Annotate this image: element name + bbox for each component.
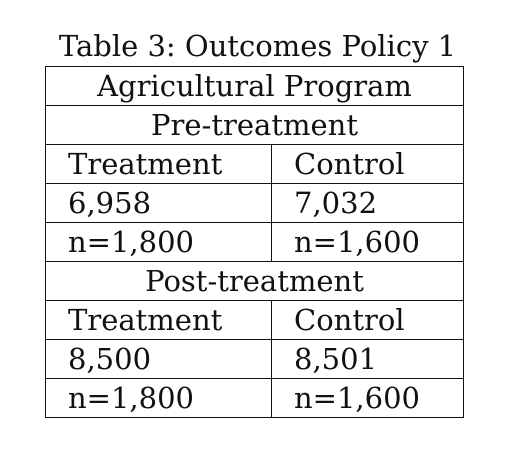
pre-control-column-header: Control: [272, 145, 464, 184]
post-period-row: [46, 262, 464, 301]
post-column-headers-row: [46, 301, 464, 340]
pre-control-count: n=1,600: [272, 223, 464, 262]
post-control-column-header: Control: [272, 301, 464, 340]
pre-treatment-header: Pre-treatment: [46, 106, 464, 145]
pre-control-mean: 7,032: [272, 184, 464, 223]
post-control-mean: 8,501: [272, 340, 464, 379]
pre-column-headers-row: [46, 145, 464, 184]
post-treatment-mean: 8,500: [46, 340, 272, 379]
program-header: Agricultural Program: [46, 67, 464, 106]
pre-treatment-mean: 6,958: [46, 184, 272, 223]
pre-counts-row: [46, 223, 464, 262]
pre-means-row: [46, 184, 464, 223]
post-treatment-count: n=1,800: [46, 379, 272, 418]
post-counts-row: [46, 379, 464, 418]
post-means-row: [46, 340, 464, 379]
post-treatment-header: Post-treatment: [46, 262, 464, 301]
table-caption: Table 3: Outcomes Policy 1: [58, 29, 457, 63]
pre-period-row: [46, 106, 464, 145]
pre-treatment-count: n=1,800: [46, 223, 272, 262]
post-treatment-column-header: Treatment: [46, 301, 272, 340]
post-control-count: n=1,600: [272, 379, 464, 418]
outcomes-table: [45, 66, 464, 418]
program-row: [46, 67, 464, 106]
pre-treatment-column-header: Treatment: [46, 145, 272, 184]
